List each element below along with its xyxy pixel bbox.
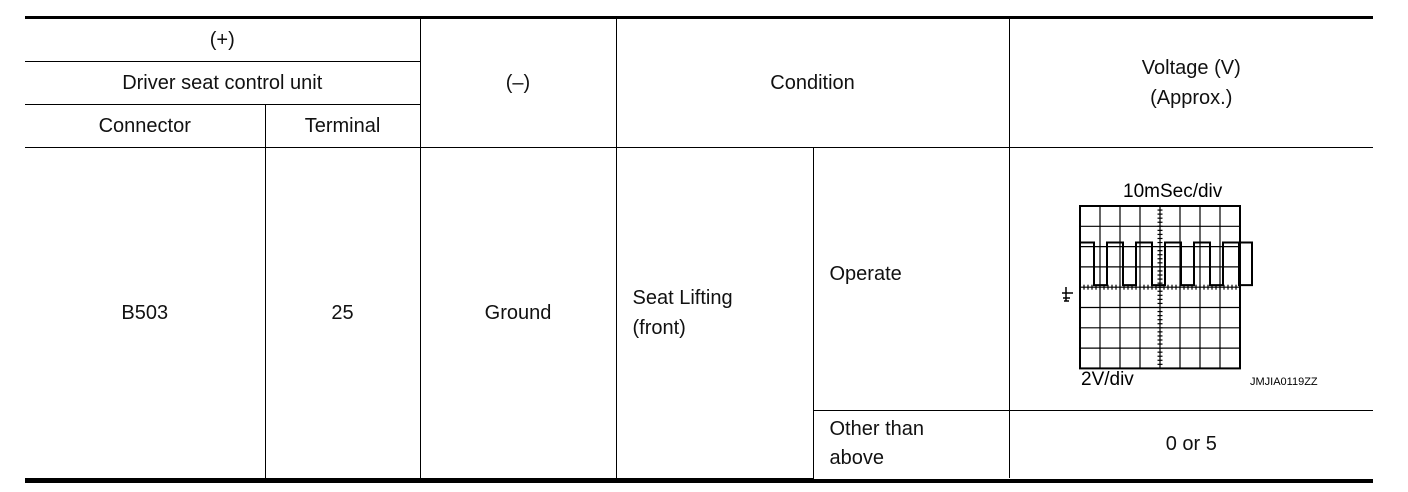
header-voltage (1009, 19, 1373, 147)
header-unit: Driver seat control unit (25, 61, 420, 104)
terminal-spec-table (25, 19, 1373, 479)
cell-state-other-line1: Other than (829, 418, 925, 441)
cell-condition (616, 147, 813, 478)
cell-condition-line1: Seat Lifting (632, 286, 733, 309)
ground-symbol (1062, 287, 1073, 301)
header-voltage-line2: (Approx.) (1150, 86, 1233, 109)
cell-voltage-other: 0 or 5 (1009, 410, 1373, 478)
header-connector: Connector (25, 104, 265, 147)
cell-connector: B503 (25, 147, 265, 478)
cell-state-other (813, 410, 1009, 478)
cell-condition-line2: (front) (632, 316, 686, 339)
time-div-label: 10mSec/div (1122, 180, 1222, 202)
header-terminal: Terminal (265, 104, 420, 147)
cell-state-other-line2: above (829, 447, 884, 470)
volt-div-label: 2V/div (1080, 368, 1134, 390)
cell-minus: Ground (420, 147, 616, 478)
cell-waveform (1009, 147, 1373, 410)
header-minus: (–) (420, 19, 616, 147)
figure-ref-label: JMJIA0119ZZ (1249, 375, 1318, 388)
cell-state-operate: Operate (813, 147, 1009, 410)
oscilloscope-waveform (1010, 148, 1372, 410)
scope-grid-dots (1079, 205, 1240, 369)
header-condition: Condition (616, 19, 1009, 147)
bottom-rule (25, 479, 1373, 483)
cell-terminal: 25 (265, 147, 420, 478)
header-plus: (+) (25, 19, 420, 61)
pulse-waveform (1080, 242, 1252, 285)
header-voltage-line1: Voltage (V) (1141, 56, 1241, 79)
